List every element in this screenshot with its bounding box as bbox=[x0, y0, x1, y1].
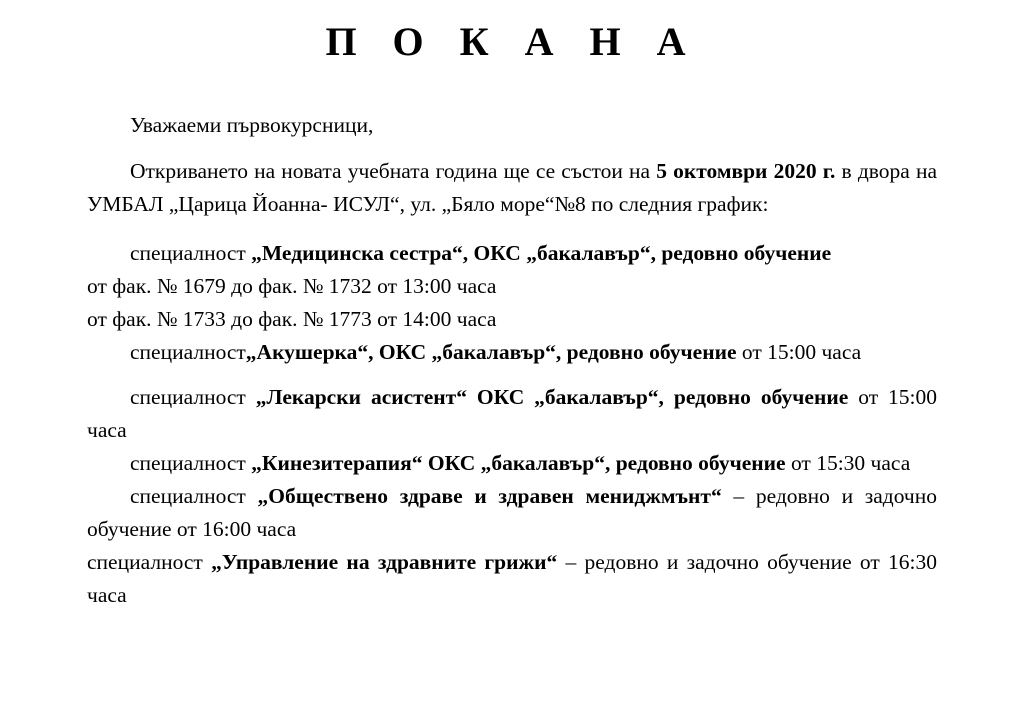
greeting bbox=[87, 109, 937, 142]
specialty-prefix: специалност bbox=[87, 550, 212, 574]
group-1-text: от фак. № 1679 до фак. № 1732 от 13:00 часа bbox=[87, 274, 497, 298]
specialty-time: от 15:30 часа bbox=[785, 451, 911, 475]
page-title: П О К А Н А bbox=[325, 19, 699, 64]
specialty-time: – редовно и задочно обучение от 16:30 часа bbox=[87, 550, 938, 607]
schedule-item-medical-assistant bbox=[87, 381, 937, 447]
specialty-prefix: специалност bbox=[130, 340, 246, 364]
specialty-name-nursing: „Медицинска сестра“, ОКС „бакалавър“, редовно обучение bbox=[251, 241, 832, 265]
schedule-item-kinesitherapy bbox=[87, 447, 937, 480]
intro-text-2: в двора на УМБАЛ „Царица Йоанна- ИСУЛ“, ул. „Бяло море“№8 по следния график: bbox=[87, 159, 937, 216]
schedule-item-health-care-management bbox=[87, 546, 937, 612]
invitation-body bbox=[87, 109, 937, 612]
schedule-item-nursing bbox=[87, 237, 937, 270]
specialty-name-medical-assistant: „Лекарски асистент“ ОКС „бакалавър“, редовно обучение bbox=[255, 385, 849, 409]
specialty-prefix: специалност bbox=[130, 385, 256, 409]
specialty-name-public-health: „Обществено здраве и здравен мениджмънт“ bbox=[257, 484, 722, 508]
specialty-name-midwife: „Акушерка“, ОКС „бакалавър“, редовно обучение bbox=[245, 340, 737, 364]
specialty-prefix: специалност bbox=[130, 451, 252, 475]
schedule-item-public-health bbox=[87, 480, 937, 546]
group-2-text: от фак. № 1733 до фак. № 1773 от 14:00 часа bbox=[87, 307, 497, 331]
intro-paragraph bbox=[87, 155, 937, 221]
specialty-prefix: специалност bbox=[130, 241, 252, 265]
schedule-line-nursing-group-2 bbox=[87, 303, 937, 336]
specialty-prefix: специалност bbox=[130, 484, 258, 508]
schedule-item-midwife bbox=[87, 336, 937, 369]
specialty-time: – редовно и задочно обучение от 16:00 часа bbox=[87, 484, 937, 541]
greeting-text: Уважаеми първокурсници, bbox=[130, 113, 374, 137]
specialty-time: от 15:00 часа bbox=[87, 385, 938, 442]
specialty-name-kinesitherapy: „Кинезитерапия“ ОКС „бакалавър“, редовно обучение bbox=[251, 451, 786, 475]
intro-text-1: Откриването на новата учебната година ще се състои на bbox=[130, 159, 657, 183]
schedule-line-nursing-group-1 bbox=[87, 270, 937, 303]
specialty-name-health-care-management: „Управление на здравните грижи“ bbox=[211, 550, 558, 574]
specialty-time: от 15:00 часа bbox=[736, 340, 862, 364]
opening-date: 5 октомври 2020 г. bbox=[656, 159, 836, 183]
